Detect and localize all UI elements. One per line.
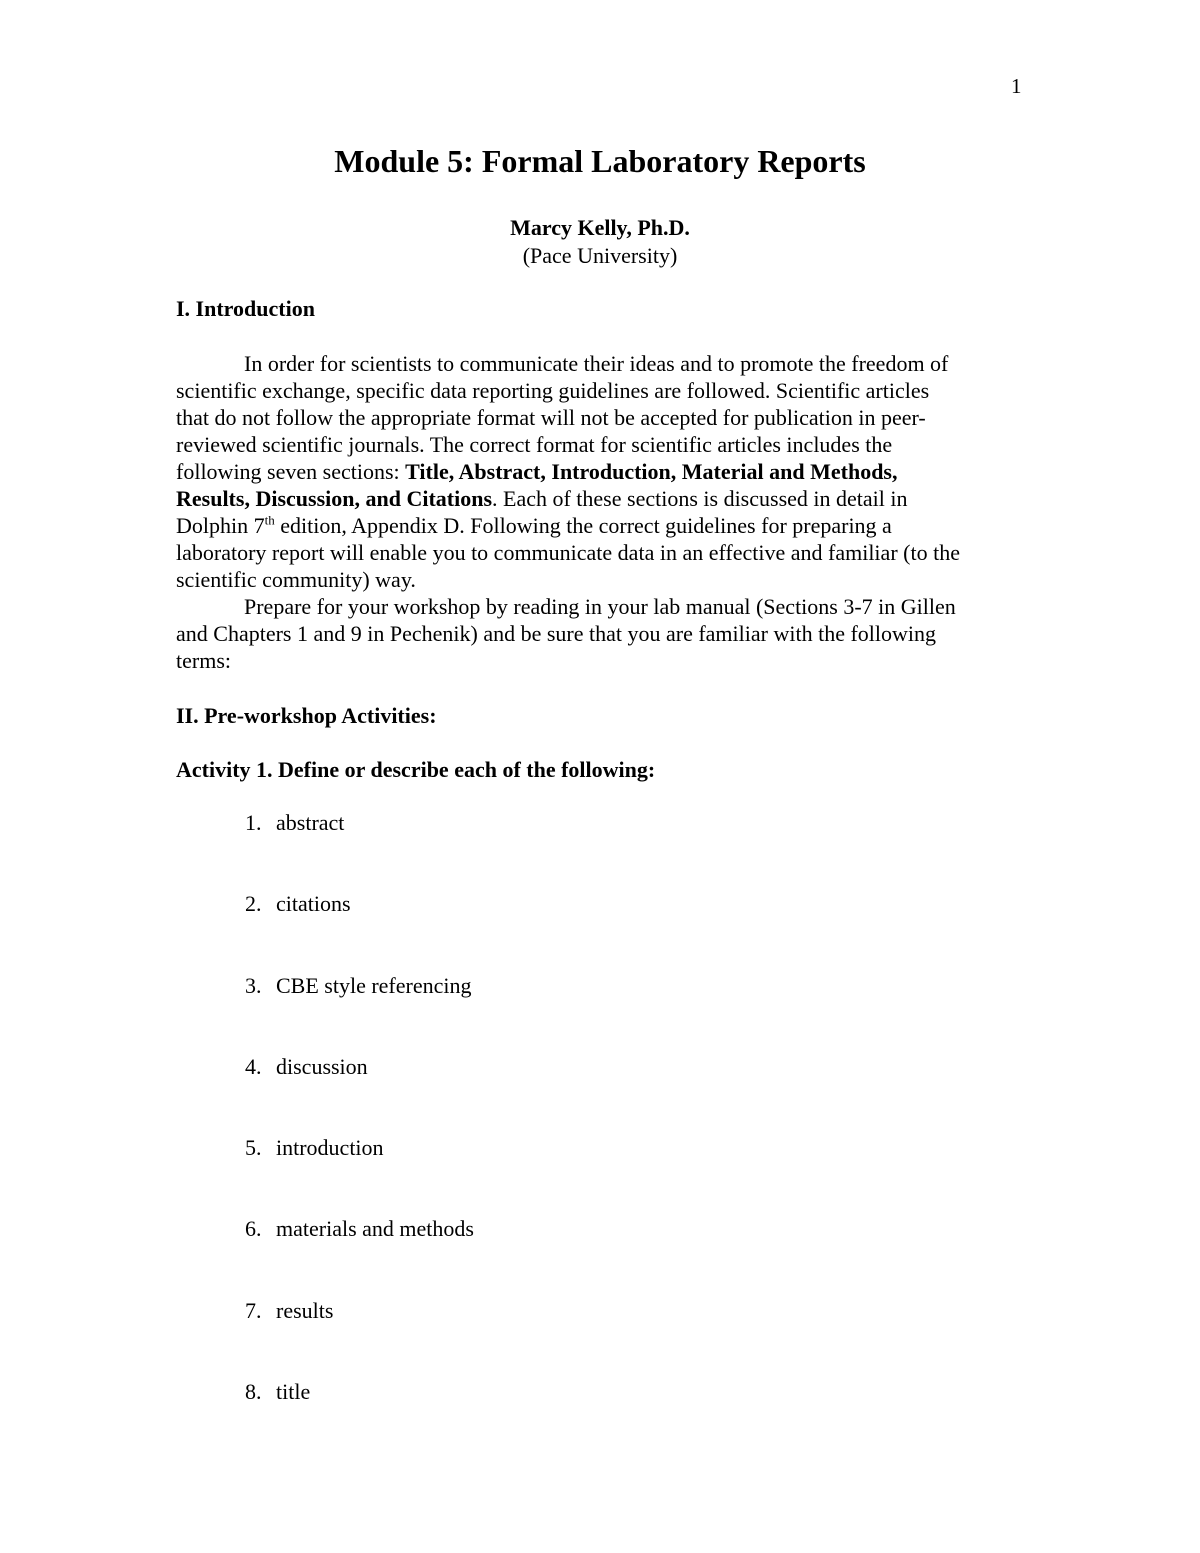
prepare-line-2: and Chapters 1 and 9 in Pechenik) and be sure that you are familiar with the following: [176, 621, 937, 646]
list-item-text: introduction: [276, 1135, 384, 1161]
intro-line-7: [176, 512, 1024, 539]
list-item-number: 8.: [245, 1379, 262, 1405]
list-item: [245, 1298, 474, 1379]
edition-superscript: th: [264, 512, 275, 528]
pre-workshop-heading: II. Pre-workshop Activities:: [176, 703, 437, 728]
list-item: [245, 891, 474, 972]
introduction-body: [176, 350, 1024, 674]
prepare-line-1: Prepare for your workshop by reading in your lab manual (Sections 3-7 in Gillen: [244, 594, 956, 619]
prepare-line-3: terms:: [176, 648, 231, 673]
sections-list-bold-1: Title, Abstract, Introduction, Material and Methods,: [405, 459, 898, 484]
activity-1-heading: Activity 1. Define or describe each of the following:: [176, 757, 656, 782]
list-item-number: 6.: [245, 1216, 262, 1242]
page-number: 1: [1011, 74, 1022, 98]
list-item: [245, 1054, 474, 1135]
list-item: [245, 810, 474, 891]
list-item-text: citations: [276, 891, 351, 917]
list-item-number: 5.: [245, 1135, 262, 1161]
list-item-text: discussion: [276, 1053, 368, 1079]
sections-list-bold-2: Results, Discussion, and Citations: [176, 486, 493, 511]
list-item-number: 1.: [245, 810, 262, 835]
intro-line-5: [176, 458, 1024, 485]
list-item-text: CBE style referencing: [276, 972, 472, 998]
intro-line-2: scientific exchange, specific data reporting guidelines are followed. Scientific articles: [176, 378, 930, 403]
list-item: [245, 1216, 474, 1297]
intro-line-9: scientific community) way.: [176, 567, 416, 592]
list-item: [245, 973, 474, 1054]
intro-line-3: that do not follow the appropriate format will not be accepted for publication in peer-: [176, 405, 926, 430]
terms-list: [245, 810, 474, 1460]
intro-line-4: reviewed scientific journals. The correct format for scientific articles includes the: [176, 432, 893, 457]
list-item-number: 4.: [245, 1053, 262, 1079]
list-item: [245, 1379, 474, 1460]
intro-line-1: In order for scientists to communicate their ideas and to promote the freedom of: [244, 351, 949, 376]
intro-line-5-text: following seven sections:: [176, 459, 406, 484]
list-item-number: 3.: [245, 972, 262, 998]
author-affiliation: (Pace University): [522, 243, 678, 268]
intro-line-7-text: Dolphin 7: [176, 513, 265, 538]
document-title: Module 5: Formal Laboratory Reports: [334, 143, 866, 179]
intro-line-6-text: . Each of these sections is discussed in detail in: [492, 486, 908, 511]
list-item-text: title: [276, 1379, 311, 1405]
intro-line-8: laboratory report will enable you to communicate data in an effective and familiar (to the: [176, 540, 960, 565]
intro-line-6: [176, 485, 1024, 512]
list-item-number: 2.: [245, 891, 262, 917]
list-item-text: results: [276, 1297, 334, 1323]
intro-line-7-rest: edition, Appendix D. Following the correct guidelines for preparing a: [274, 513, 892, 538]
list-item-number: 7.: [245, 1297, 262, 1323]
introduction-heading: I. Introduction: [176, 296, 315, 321]
list-item-text: materials and methods: [276, 1216, 474, 1242]
list-item: [245, 1135, 474, 1216]
author-name: Marcy Kelly, Ph.D.: [510, 215, 690, 240]
list-item-text: abstract: [276, 810, 345, 835]
